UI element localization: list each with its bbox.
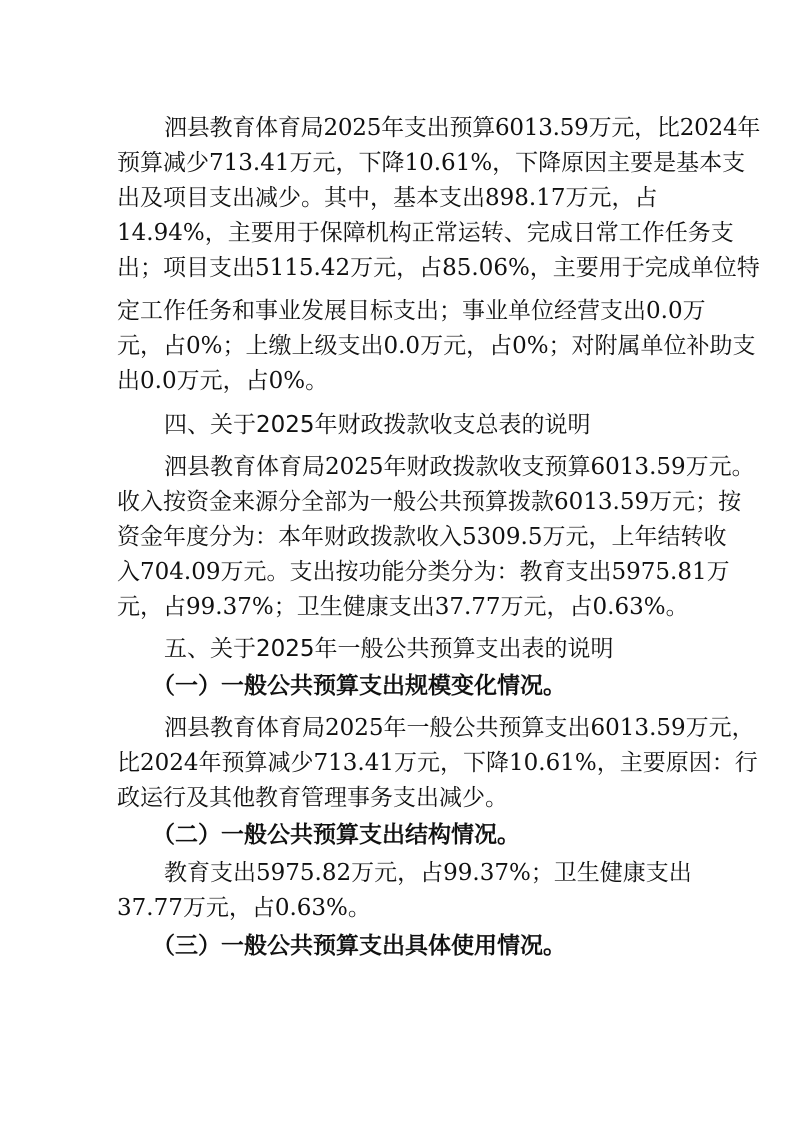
paragraph-2-line-3: 资金年度分为：本年财政拨款收入5309.5万元，上年结转收 <box>117 524 727 550</box>
paragraph-1-line-2: 预算减少713.41万元，下降10.61%，下降原因主要是基本支 <box>117 150 746 176</box>
paragraph-2-line-2: 收入按资金来源分全部为一般公共预算拨款6013.59万元；按 <box>117 489 742 515</box>
section-heading-4: 四、关于2025年财政拨款收支总表的说明 <box>164 412 591 438</box>
paragraph-1-line-6: 定工作任务和事业发展目标支出；事业单位经营支出0.0万 <box>117 298 706 324</box>
paragraph-2-line-4: 入704.09万元。支出按功能分类分为：教育支出5975.81万 <box>117 559 730 585</box>
paragraph-1-line-3: 出及项目支出减少。其中，基本支出898.17万元，占 <box>117 185 658 211</box>
section-heading-5: 五、关于2025年一般公共预算支出表的说明 <box>164 636 614 662</box>
paragraph-1-line-5: 出；项目支出5115.42万元，占85.06%，主要用于完成单位特 <box>117 255 760 281</box>
paragraph-3-line-2: 比2024年预算减少713.41万元，下降10.61%，主要原因：行 <box>117 750 758 776</box>
paragraph-4-line-2: 37.77万元，占0.63%。 <box>117 895 371 921</box>
paragraph-3-line-1: 泗县教育体育局2025年一般公共预算支出6013.59万元， <box>164 715 755 741</box>
paragraph-3-line-3: 政运行及其他教育管理事务支出减少。 <box>117 785 508 811</box>
paragraph-1-line-1: 泗县教育体育局2025年支出预算6013.59万元，比2024年 <box>164 115 761 141</box>
subsection-heading-3: （三）一般公共预算支出具体使用情况。 <box>152 933 566 959</box>
paragraph-2-line-5: 元，占99.37%；卫生健康支出37.77万元，占0.63%。 <box>117 594 689 620</box>
paragraph-1-line-7: 元，占0%；上缴上级支出0.0万元，占0%；对附属单位补助支 <box>117 333 756 359</box>
paragraph-1-line-8: 出0.0万元，占0%。 <box>117 368 329 394</box>
paragraph-4-line-1: 教育支出5975.82万元，占99.37%；卫生健康支出 <box>164 860 692 886</box>
paragraph-1-line-4: 14.94%，主要用于保障机构正常运转、完成日常工作任务支 <box>117 220 734 246</box>
paragraph-2-line-1: 泗县教育体育局2025年财政拨款收支预算6013.59万元。 <box>164 454 755 480</box>
subsection-heading-1: （一）一般公共预算支出规模变化情况。 <box>152 673 566 699</box>
subsection-heading-2: （二）一般公共预算支出结构情况。 <box>152 822 520 848</box>
